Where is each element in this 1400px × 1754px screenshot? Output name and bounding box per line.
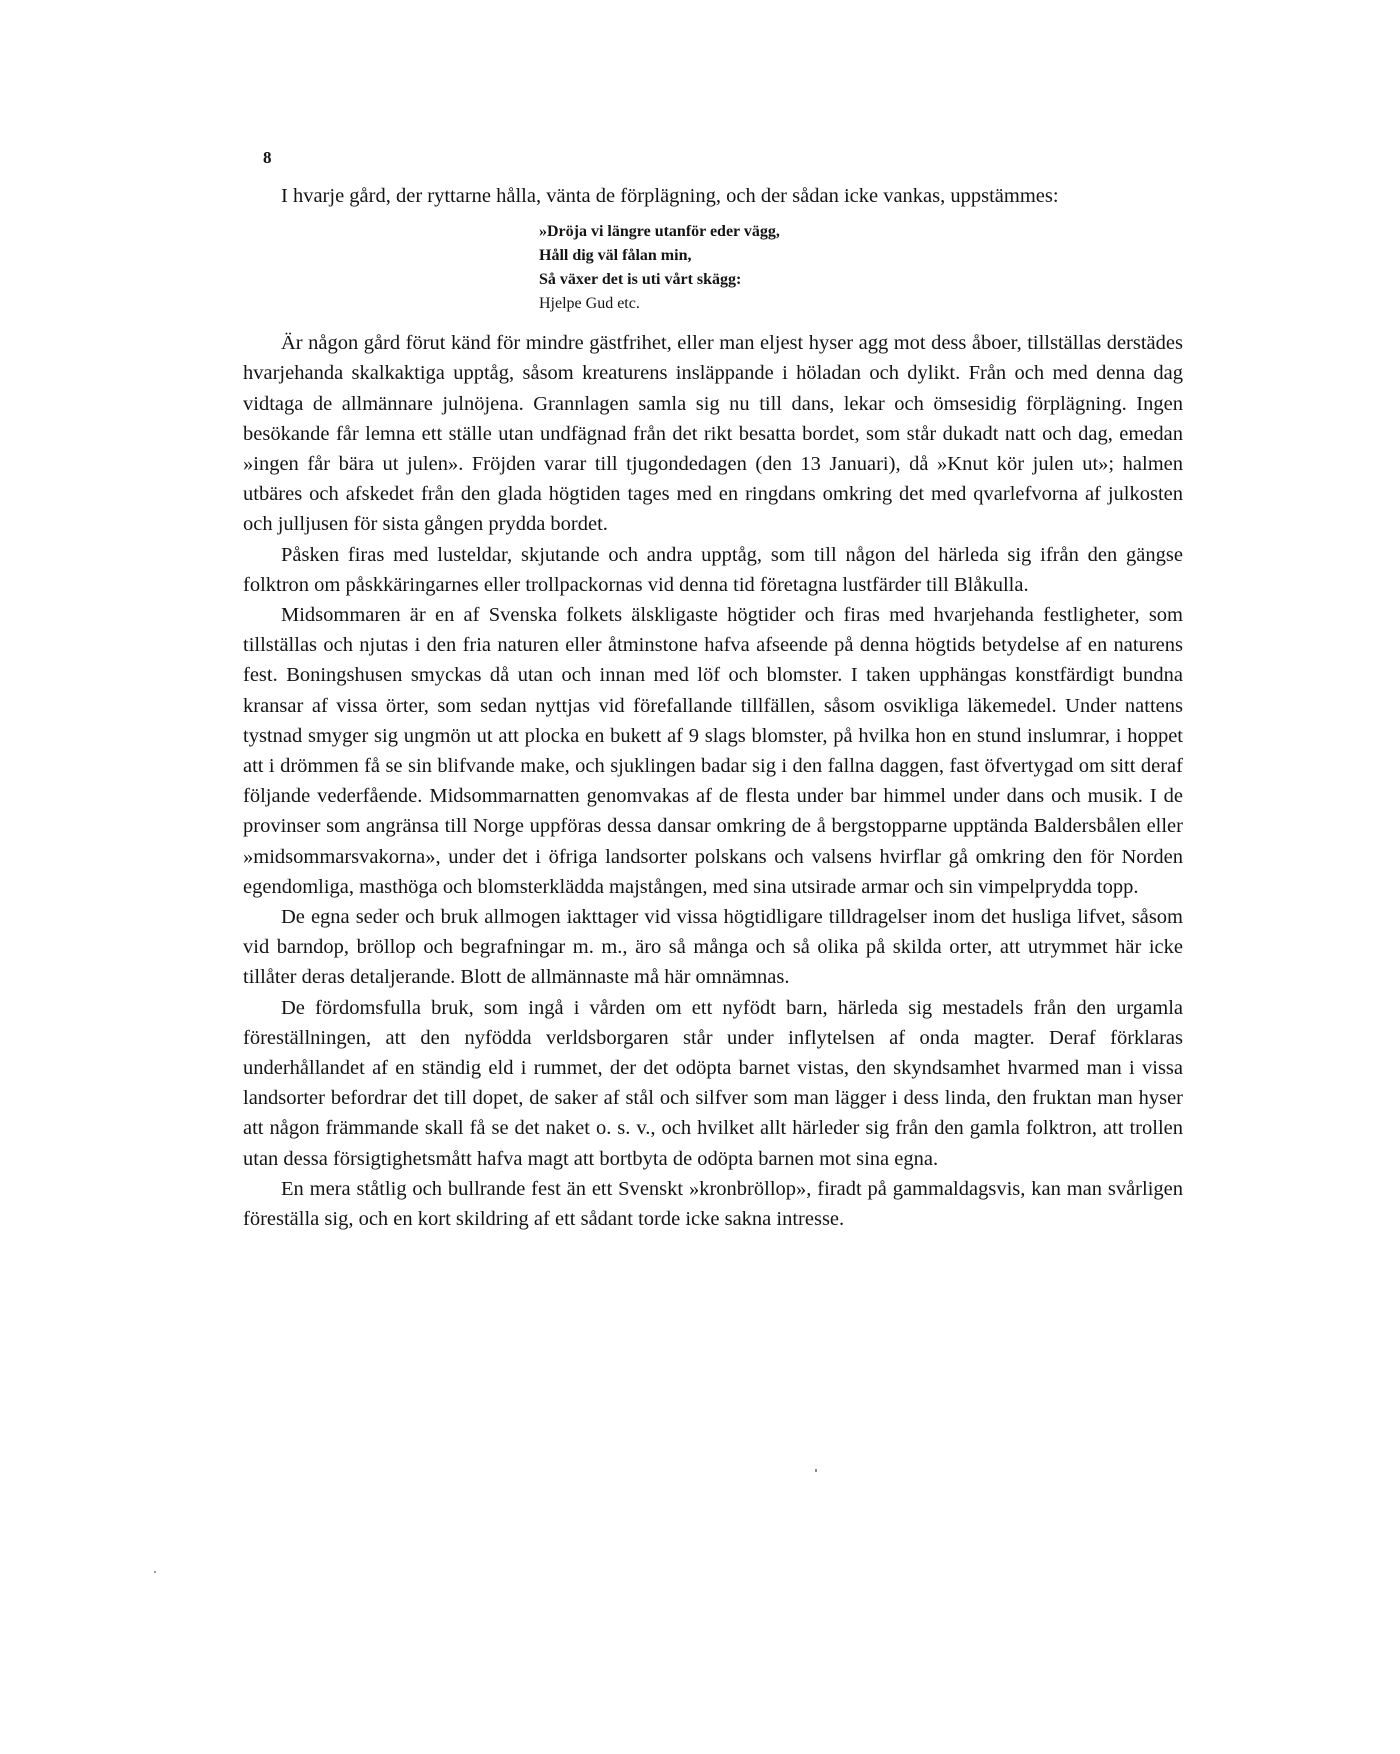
- scan-speck: [815, 1469, 817, 1472]
- paragraph-pasken: Påsken firas med lusteldar, skjutande och andra upptåg, som till någon del härleda sig ifrån den gängse folktron om påskkäringarnes eller trollpackornas vid denna tid företagna lustfärder till Blåkulla.: [243, 543, 1183, 596]
- verse-line: Håll dig väl fålan min,: [539, 247, 692, 265]
- paragraph-kronbrollop: En mera ståtlig och bullrande fest än ett Svenskt »kronbröllop», firadt på gammaldagsvis, kan man svårligen föreställa sig, och en kort skildring af ett sådant torde icke sakna intresse.: [243, 1177, 1183, 1231]
- paragraph-julnojen: Är någon gård förut känd för mindre gästfrihet, eller man eljest hyser agg mot dess åboer, tillställas derstädes hvarjehanda skalkaktiga upptåg, såsom kreaturens insläppande i höladan och dylikt. Från och med denna dag vidtaga de allmännare julnöjena. Grannlagen samla sig nu till dans, lekar och ömsesidig förplägning. Ingen besökande får lemna ett ställe utan undfägnad från det rikt besatta bordet, som står dukadt natt och dag, emedan »ingen får bära ut julen». Fröjden varar till tjugondedagen (den 13 Januari), då »Knut kör julen ut»; halmen utbäres och afskedet från den glada högtiden tages med en ringdans omkring det med qvarlefvorna af julkosten och julljusen för sista gången prydda bordet.: [243, 332, 1183, 536]
- paragraph-seder-och-bruk: De egna seder och bruk allmogen iakttager vid vissa högtidligare tilldragelser inom det husliga lifvet, såsom vid barndop, bröllop och begrafningar m. m., äro så många och så olika på skilda orter, att utrymmet här icke tillåter deras detaljerande. Blott de allmännaste må här omnämnas.: [243, 906, 1183, 989]
- verse-quote: [539, 220, 1183, 316]
- scan-speck: [154, 1571, 156, 1573]
- paragraph-nyfodt-barn: De fördomsfulla bruk, som ingå i vården om ett nyfödt barn, härleda sig mestadels från den urgamla föreställningen, att den nyfödda verldsborgaren står under inflytelsen af onda magter. Deraf förklaras underhållandet af en ständig eld i rummet, der det odöpta barnet vistas, den skyndsamhet hvarmed man i vissa landsorter befordrar det till dopet, de saker af stål och silfver som man lägger i dess linda, den fruktan man hyser att någon främmande skall få se det naket o. s. v., och hvilket allt härleder sig från den gamla folktron, att trollen utan dessa försigtighetsmått hafva magt att bortbyta de odöpta barnen mot sina egna.: [243, 996, 1183, 1170]
- verse-line: »Dröja vi längre utanför eder vägg,: [539, 223, 780, 241]
- verse-line: Hjelpe Gud etc.: [539, 295, 640, 313]
- page-body: [243, 181, 1183, 1234]
- page-number: 8: [263, 148, 272, 167]
- paragraph-midsommaren: Midsommaren är en af Svenska folkets älskligaste högtider och firas med hvarjehanda festligheter, som tillställas och njutas i den fria naturen eller åtminstone hafva afseende på denna högtids betydelse af en naturens fest. Boningshusen smyckas då utan och innan med löf och blomster. I taken upphängas konstfärdigt bundna kransar af vissa örter, som sedan nyttjas vid förefallande tillfällen, såsom osvikliga läkemedel. Under nattens tystnad smyger sig ungmön ut att plocka en bukett af 9 slags blomster, på hvilka hon en stund inslumrar, i hoppet att i drömmen få se sin blifvande make, och sjuklingen badar sig i den fallna daggen, fast öfvertygad om sitt deraf följande vederfående. Midsommarnatten genomvakas af de flesta under bar himmel under dans och musik. I de provinser som angränsa till Norge uppföras dessa dansar omkring de å bergstopparne upptända Baldersbålen eller »midsommarsvakorna», under det i öfriga landsorter polskans och valsens hvirflar gå omkring den för Norden egendomliga, masthöga och blomsterklädda majstången, med sina utsirade armar och sin vimpelprydda topp.: [243, 604, 1183, 898]
- verse-line: Så växer det is uti vårt skägg:: [539, 271, 742, 289]
- paragraph-julen-intro: I hvarje gård, der ryttarne hålla, vänta de förplägning, och der sådan icke vankas, uppstämmes:: [281, 185, 1059, 207]
